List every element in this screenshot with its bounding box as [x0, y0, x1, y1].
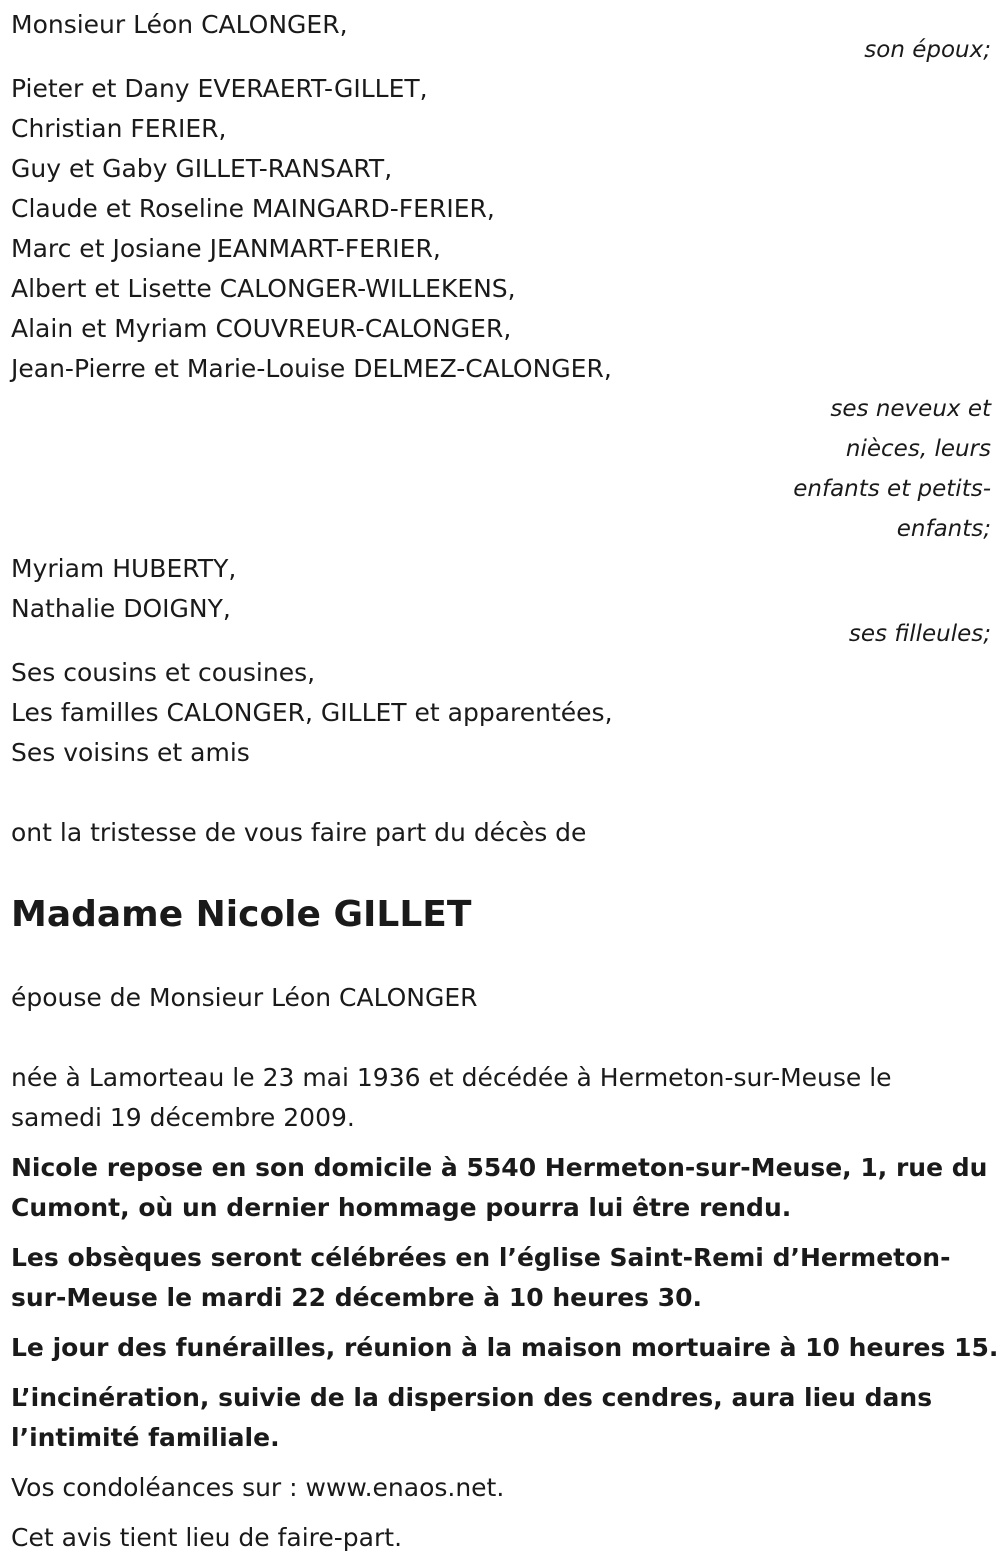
detail-paragraph: [11, 1328, 999, 1368]
obituary-notice: [11, 5, 999, 1558]
footer-note: Cet avis tient lieu de faire-part.: [11, 1523, 403, 1552]
announcement: ont la tristesse de vous faire part du décès de: [11, 818, 587, 847]
detail-line: l’intimité familiale.: [11, 1423, 280, 1452]
deceased-name: Madame Nicole GILLET: [11, 894, 472, 935]
nephews-block: [11, 69, 991, 549]
nephew-name: Christian FERIER,: [11, 114, 227, 143]
detail-paragraph: [11, 1238, 991, 1318]
goddaughter-name: Nathalie DOIGNY,: [11, 594, 231, 623]
goddaughter-name: Myriam HUBERTY,: [11, 554, 237, 583]
nephews-role-line: enfants;: [896, 516, 991, 542]
nephew-name: Marc et Josiane JEANMART-FERIER,: [11, 234, 441, 263]
detail-line: Nicole repose en son domicile à 5540 Hermeton-sur-Meuse, 1, rue du: [11, 1153, 988, 1182]
detail-line: Les obsèques seront célébrées en l’église Saint-Remi d’Hermeton-: [11, 1243, 951, 1272]
spouse-block: [11, 5, 991, 63]
nephew-name: Alain et Myriam COUVREUR-CALONGER,: [11, 314, 512, 343]
spouse-name: Monsieur Léon CALONGER,: [11, 10, 348, 39]
goddaughters-block: [11, 549, 991, 649]
detail-line: sur-Meuse le mardi 22 décembre à 10 heures 30.: [11, 1283, 703, 1312]
others-line: Les familles CALONGER, GILLET et apparentées,: [11, 698, 613, 727]
goddaughters-role: ses filleules;: [848, 621, 991, 647]
nephew-name: Jean-Pierre et Marie-Louise DELMEZ-CALONGER,: [11, 354, 612, 383]
others-line: Ses cousins et cousines,: [11, 658, 316, 687]
nephews-role-line: ses neveux et: [830, 396, 991, 422]
nephew-name: Guy et Gaby GILLET-RANSART,: [11, 154, 393, 183]
birth-death-line: samedi 19 décembre 2009.: [11, 1103, 355, 1132]
others-line: Ses voisins et amis: [11, 738, 250, 767]
detail-paragraph: [11, 1378, 991, 1458]
nephew-name: Claude et Roseline MAINGARD-FERIER,: [11, 194, 495, 223]
birth-death-line: née à Lamorteau le 23 mai 1936 et décédée à Hermeton-sur-Meuse le: [11, 1063, 892, 1092]
nephew-name: Pieter et Dany EVERAERT-GILLET,: [11, 74, 428, 103]
nephew-name: Albert et Lisette CALONGER-WILLEKENS,: [11, 274, 516, 303]
detail-line: Le jour des funérailles, réunion à la maison mortuaire à 10 heures 15.: [11, 1333, 999, 1362]
spouse-role: son époux;: [864, 37, 991, 63]
others-block: [11, 653, 991, 773]
nephews-role-line: nièces, leurs: [845, 436, 991, 462]
condolences: Vos condoléances sur : www.enaos.net.: [11, 1473, 505, 1502]
detail-line: L’incinération, suivie de la dispersion des cendres, aura lieu dans: [11, 1383, 933, 1412]
nephews-role-line: enfants et petits-: [793, 476, 991, 502]
detail-paragraph: [11, 1148, 991, 1228]
birth-death: [11, 1058, 991, 1138]
spouse-of: épouse de Monsieur Léon CALONGER: [11, 983, 478, 1012]
detail-line: Cumont, où un dernier hommage pourra lui être rendu.: [11, 1193, 792, 1222]
